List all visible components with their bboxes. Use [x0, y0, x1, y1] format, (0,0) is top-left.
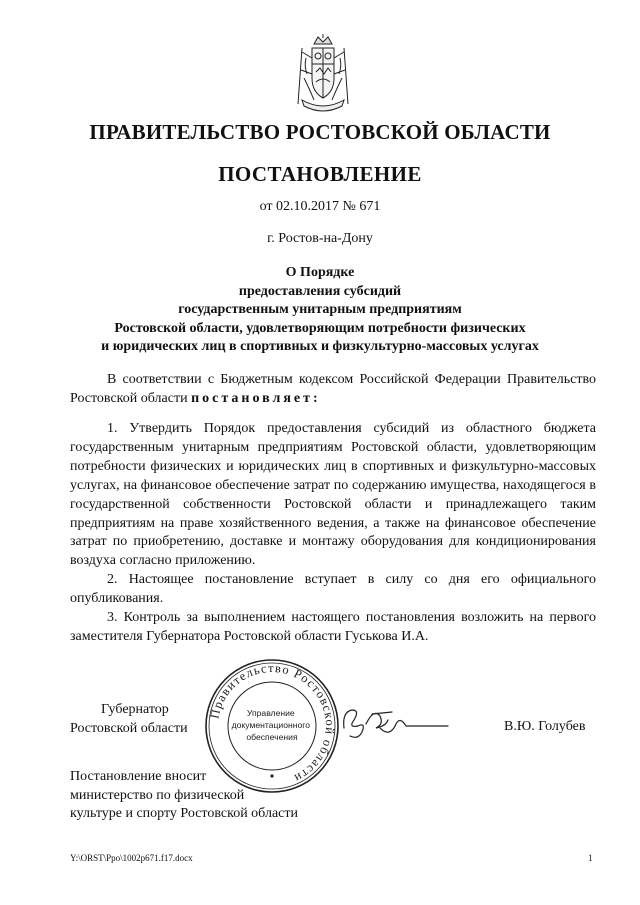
resolution-paragraph-3: 3. Контроль за выполнением настоящего постановления возложить на первого заместителя Губернатора Ростовской области Гуськова И.А. — [70, 610, 596, 644]
document-city: г. Ростов-на-Дону — [267, 231, 373, 246]
stamp-inner-line: Управление — [246, 708, 295, 718]
title-line: государственным унитарным предприятиям — [178, 302, 462, 317]
document-date-number: от 02.10.2017 № 671 — [259, 199, 381, 214]
signatory-position-line-2: Ростовской области — [70, 721, 188, 736]
signatory-name: В.Ю. Голубев — [504, 719, 586, 734]
government-heading: ПРАВИТЕЛЬСТВО РОСТОВСКОЙ ОБЛАСТИ — [89, 120, 551, 144]
resolution-paragraph-1: 1. Утвердить Порядок предоставления субсидий из областного бюджета государственным унитарным предприятиям Ростовской области, удовлетворяющим потребности физических и юридических лиц в спортивных и физкультурно-массовых услугах, на финансовое обеспечение затрат по содержанию имущества, находящегося в государственной собственности Ростовской области и принадлежащего таким предприятиям на праве хозяйственного ведения, а также на финансовое обеспечение затрат по приобретению, доставке и монтажу оборудования для кондиционирования воздуха согласно приложению. — [70, 421, 596, 569]
footer-file-path: Y:\ORST\Ppo\1002p671.f17.docx — [70, 853, 193, 863]
resolution-paragraph-2: 2. Настоящее постановление вступает в силу со дня его официального опубликования. — [70, 572, 596, 607]
preamble-text: В соответствии с Бюджетным кодексом Российской Федерации Правительство Ростовской области — [70, 372, 596, 406]
signatory-position — [70, 700, 188, 738]
handwritten-signature — [336, 698, 476, 748]
signatory-position-line-1: Губернатор — [101, 702, 169, 717]
note-line: культуре и спорту Ростовской области — [70, 806, 298, 821]
footer-page-number: 1 — [588, 853, 593, 863]
note-line: Постановление вносит — [70, 769, 207, 784]
stamp-ring-text: Правительство Ростовской области — [207, 660, 338, 786]
stamp-inner-line: обеспечения — [246, 732, 298, 742]
preamble-paragraph — [70, 371, 596, 409]
document-type-heading: ПОСТАНОВЛЕНИЕ — [218, 162, 422, 186]
svg-text:Управление документацион — [232, 708, 313, 742]
document-title — [40, 264, 600, 357]
preamble-emphasis: постановляет: — [191, 390, 321, 406]
note-line: министерство по физической — [70, 787, 245, 803]
coat-of-arms-emblem — [296, 34, 350, 116]
stamp-inner-line: документационного — [231, 720, 311, 730]
resolution-body — [70, 420, 596, 647]
title-line: предоставления субсидий — [238, 283, 402, 299]
title-line: и юридических лиц в спортивных и физкультурно-массовых услугах — [101, 339, 539, 354]
title-line: О Порядке — [285, 265, 355, 280]
title-line: Ростовской области, удовлетворяющим потребности физических — [114, 320, 526, 336]
submission-note — [70, 768, 298, 824]
